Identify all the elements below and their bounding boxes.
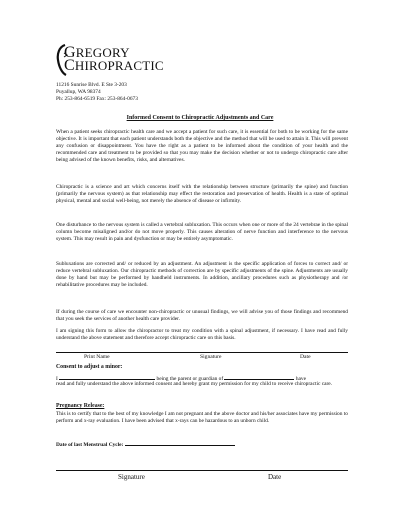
paragraph-signing: I am signing this form to allow the chiropractor to treat my condition with a spinal adjustment, if necessary. I have read and fully understand the above statement and therefore accept chiropractic care on this basis. — [56, 328, 348, 341]
signature-caption: Signature — [200, 354, 222, 360]
signature-line[interactable] — [56, 352, 348, 353]
minor-suffix: have — [295, 376, 307, 382]
address-street: 11216 Sunrise Blvd. E Ste 3-203 — [56, 82, 127, 88]
logo-initial-g: G — [64, 44, 76, 61]
paragraph-subluxation: One disturbance to the nervous system is called a vertebral subluxation. This occurs when one or more of the 24 vertebrae in the spinal column become misaligned and/or do not move properly. This causes alteration of nerve function and interference to the nervous system. This may result in pain and dysfunction or may be entirely asymptomatic. — [56, 222, 348, 242]
minor-prefix: I — [56, 376, 58, 382]
pregnancy-release-text: This is to certify that to the best of my knowledge I am not pregnant and the above doctor and his/her associates have my permission to perform and x-ray evaluation. I have been advised that x-rays can be hazardous to an unborn child. — [56, 411, 348, 424]
paragraph-adjustment: Subluxations are corrected and/ or reduced by an adjustment. An adjustment is the specific application of forces to correct and/ or reduce vertebral subluxation. Our chiropractic methods of correction are by specific adjustments of the spine. Adjustments are usually done by hand but may be performed by handheld instruments. In addition, ancillary procedures such as physiotherapy and /or rehabilitative procedures may be included. — [56, 261, 348, 288]
logo-word-gregory: REGORY — [75, 45, 130, 60]
minor-middle-text: being the parent or guardian of — [156, 376, 224, 382]
address-phone-fax: Ph: 253-864-6519 Fax: 253-864-0673 — [56, 96, 138, 103]
menstrual-label: Date of last Menstrual Cycle: — [56, 442, 124, 448]
menstrual-row — [56, 440, 348, 449]
logo-initial-c: C — [64, 57, 75, 74]
bottom-date-caption: Date — [268, 473, 282, 481]
paragraph-objective: When a patient seeks chiropractic health care and we accept a patient for such care, it is essential for both to be working for the same objective. It is important that each patient understands both the objective and the method that will be used to attain it. This will prevent any confusion or disappointment. You have the right as a patient to be informed about the condition of your health and the recommended care and treatment to be provided so that you may make the decision whether or not to undergo chiropractic care after being advised of the known benefits, risks, and alternatives. — [56, 129, 348, 163]
minor-consent-text: read and fully understand the above informed consent and hereby grant my permission for my child to receive chiropractic care. — [56, 381, 333, 387]
paragraph-chiropractic-definition: Chiropractic is a science and art which concerns itself with the relationship between structure (primarily the spine) and function (primarily the nervous system) as that relationship may effect the restoration and preservation of health. Health is a state of optimal physical, mental and social well-being, not merely the absence of disease or infirmity. — [56, 184, 348, 204]
paragraph-findings: If during the course of care we encounter non-chiropractic or unusual findings, we will advise you of those findings and recommend that you seek the services of another health care provider. — [56, 309, 348, 322]
child-name-field[interactable] — [224, 374, 294, 380]
print-name-caption: Print Name — [84, 354, 110, 360]
bottom-signature-line[interactable] — [56, 470, 348, 471]
pregnancy-release-heading: Pregnancy Release: — [56, 403, 105, 409]
parent-name-field[interactable] — [59, 374, 155, 380]
clinic-address — [56, 82, 138, 104]
document-title: Informed Consent to Chiropractic Adjustments and Care — [126, 115, 274, 121]
clinic-logo — [56, 44, 164, 78]
date-caption: Date — [300, 354, 311, 360]
address-city: Puyallup, WA 98374 — [56, 89, 101, 96]
minor-consent-heading: Consent to adjust a minor: — [56, 364, 123, 370]
logo-word-chiropractic: HIROPRACTIC — [74, 58, 164, 73]
logo-line-2 — [64, 59, 164, 72]
bottom-signature-caption: Signature — [118, 473, 145, 481]
menstrual-date-field[interactable] — [125, 440, 235, 446]
